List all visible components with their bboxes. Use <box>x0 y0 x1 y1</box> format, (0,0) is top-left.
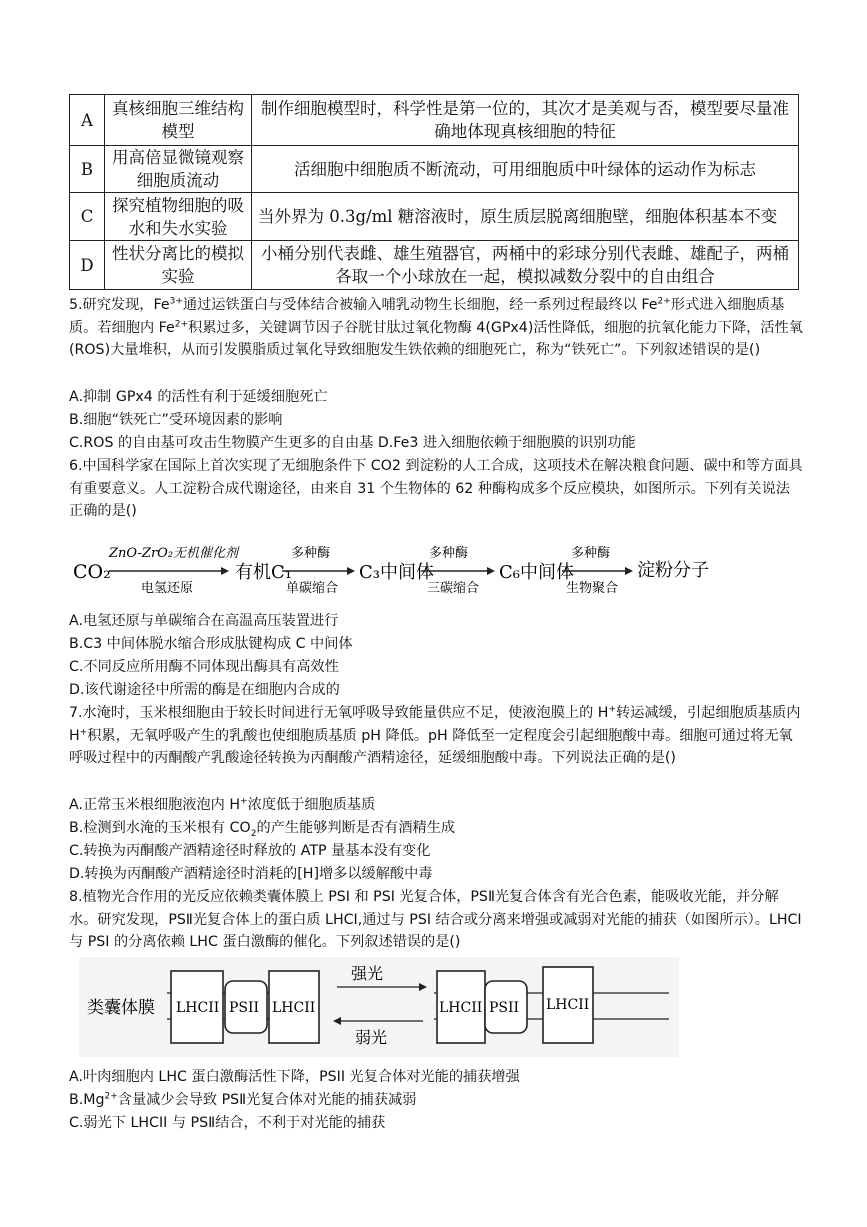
step3-process: 三碳缩合 <box>427 581 480 596</box>
psii-label: PSII <box>489 1000 520 1016</box>
q7-option-c: C.转换为丙酮酸产酒精途径时释放的 ATP 量基本没有变化 <box>69 843 431 859</box>
step3-enzyme: 多种酶 <box>429 546 469 561</box>
q7-option-b: B.检测到水淹的玉米根有 $CO_2$的产生能够判断是否有酒精生成 <box>69 820 456 839</box>
q8-stem: 8.植物光合作用的光反应依赖类囊体膜上 PSI 和 PSI 光复合体，PSⅡ光复合体含有光合色素，能吸收光能，并分解水。研究发现，PSⅡ光复合体上的蛋白质 LHCI,通过与 PSI 结合或分离来增强或减弱对光能的捕获（如图所示）。LHCI 与 PSI 的分离依赖 LHC 蛋白激酶的催化。下列叙述错误的是() <box>69 889 802 951</box>
q6-option-d: D.该代谢途径中所需的酶是在细胞内合成的 <box>69 682 340 698</box>
arrow-head <box>487 567 495 575</box>
row-description: 制作细胞模型时，科学性是第一位的，其次才是美观与否，模型要尽量准确地体现真核细胞的特征 <box>252 95 799 146</box>
row-letter: C <box>70 193 105 241</box>
q7-option-d: D.转换为丙酮酸产酒精途径时消耗的[H]增多以缓解酸中毒 <box>69 866 433 882</box>
node-c3: C₃中间体 <box>359 562 434 583</box>
lhcii-label: LHCII <box>176 1000 220 1016</box>
q5-option-c-d: C.ROS 的自由基可攻击生物膜产生更多的自由基 D.Fe3 进入细胞依赖于细胞膜的识别功能 <box>69 435 636 451</box>
q8-thylakoid-diagram <box>79 957 679 1057</box>
row-description: 活细胞中细胞质不断流动，可用细胞质中叶绿体的运动作为标志 <box>252 146 799 193</box>
node-c6: C₆中间体 <box>499 562 574 583</box>
q8-option-c: C.弱光下 LHCII 与 PSⅡ结合，不利于对光能的捕获 <box>69 1115 386 1131</box>
row-description: 当外界为 0.3g/ml 糖溶液时，原生质层脱离细胞壁，细胞体积基本不变 <box>252 193 799 241</box>
lhcii-label: LHCII <box>272 1000 316 1016</box>
step4-enzyme: 多种酶 <box>571 546 611 561</box>
row-experiment-name: 真核细胞三维结构模型 <box>105 95 252 146</box>
psii-label: PSII <box>229 1000 260 1016</box>
q7-option-a: A.正常玉米根细胞液泡内 H+浓度低于细胞质基质 <box>69 796 376 813</box>
step2-enzyme: 多种酶 <box>291 546 331 561</box>
row-experiment-name: 用高倍显微镜观察细胞质流动 <box>105 146 252 193</box>
node-c1: 有机C₁ <box>235 562 292 583</box>
table-row <box>70 95 799 146</box>
arrow-head <box>347 567 355 575</box>
options-table <box>69 94 799 290</box>
arrow-head <box>625 567 633 575</box>
row-description: 小桶分别代表雌、雄生殖器官，两桶中的彩球分别代表雌、雄配子，两桶各取一个小球放在一起，模拟减数分裂中的自由组合 <box>252 241 799 290</box>
step2-process: 单碳缩合 <box>286 581 339 596</box>
table-row <box>70 241 799 290</box>
row-experiment-name: 性状分离比的模拟实验 <box>105 241 252 290</box>
step4-process: 生物聚合 <box>566 581 619 596</box>
step1-method: 电氢还原 <box>141 581 194 596</box>
arrow-head <box>221 567 229 575</box>
lhcii-label: LHCII <box>439 1000 483 1016</box>
step1-catalyst: ZnO-ZrO₂无机催化剂 <box>109 546 239 561</box>
q6-option-b: B.C3 中间体脱水缩合形成肽键构成 C 中间体 <box>69 636 353 652</box>
q6-option-c: C.不同反应所用酶不同体现出酶具有高效性 <box>69 659 339 675</box>
row-letter: B <box>70 146 105 193</box>
q7-stem: 7.水淹时，玉米根细胞由于较长时间进行无氧呼吸导致能量供应不足，使液泡膜上的 H+转运减缓，引起细胞质基质内 H+积累，无氧呼吸产生的乳酸也使细胞质基质 pH 降低。pH 降低至一定程度会引起细胞酸中毒。细胞可通过将无氧呼吸过程中的丙酮酸产乳酸途径转换为丙酮酸产酒精途径，延缓细胞酸中毒。下列说法正确的是() <box>69 704 801 767</box>
table-row <box>70 146 799 193</box>
q6-pathway-diagram <box>69 538 709 600</box>
row-letter: A <box>70 95 105 146</box>
row-experiment-name: 探究植物细胞的吸水和失水实验 <box>105 193 252 241</box>
row-letter: D <box>70 241 105 290</box>
q8-option-a: A.叶肉细胞内 LHC 蛋白激酶活性下降，PSII 光复合体对光能的捕获增强 <box>69 1069 520 1085</box>
q8-option-b: $B.Mg^{2+}$含量减少会导致 PSⅡ光复合体对光能的捕获减弱 <box>69 1091 417 1108</box>
q5-stem: 5.研究发现，$Fe^{3+}$通过运铁蛋白与受体结合被输入哺乳动物生长细胞，经一系列过程最终以 $Fe^{2+}$形式进入细胞质基质。若细胞内 $Fe^{2+}$积累过多，关键调节因子谷胱甘肽过氧化物酶 4(GPx4)活性降低，细胞的抗氧化能力下降，活性氧(ROS)大量堆积，从而引发膜脂质过氧化导致细胞发生铁依赖的细胞死亡，称为“铁死亡”。下列叙述错误的是() <box>69 296 803 359</box>
table-row <box>70 193 799 241</box>
node-starch: 淀粉分子 <box>637 560 709 581</box>
q5-option-b: B.细胞“铁死亡”受环境因素的影响 <box>69 412 283 428</box>
weak-light-label: 弱光 <box>355 1028 388 1047</box>
q6-stem: 6.中国科学家在国际上首次实现了无细胞条件下 CO2 到淀粉的人工合成，这项技术在解决粮食问题、碳中和等方面具有重要意义。人工淀粉合成代谢途径，由来自 31 个生物体的 62 种酶构成多个反应模块，如图所示。下列有关说法正确的是() <box>69 458 803 520</box>
q6-option-a: A.电氢还原与单碳缩合在高温高压装置进行 <box>69 613 339 629</box>
strong-light-label: 强光 <box>351 964 384 983</box>
membrane-label: 类囊体膜 <box>87 998 155 1018</box>
lhcii-label: LHCII <box>546 997 590 1013</box>
node-co2: CO₂ <box>73 561 111 583</box>
q5-option-a: A.抑制 GPx4 的活性有利于延缓细胞死亡 <box>69 389 328 405</box>
